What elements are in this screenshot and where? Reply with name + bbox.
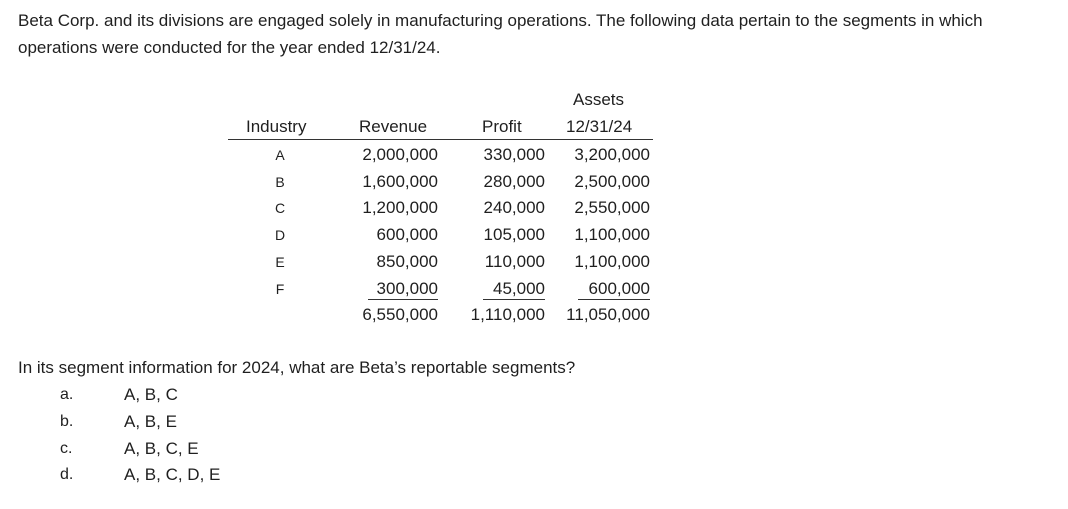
choice-text: A, B, E	[124, 412, 177, 431]
row-industry: A	[275, 147, 285, 163]
choice-letter: b.	[60, 413, 74, 430]
total-revenue: 6,550,000	[362, 305, 438, 324]
row-revenue: 2,000,000	[362, 145, 438, 164]
row-revenue: 600,000	[376, 225, 438, 244]
header-revenue: Revenue	[359, 117, 428, 136]
row-assets: 2,500,000	[574, 172, 650, 191]
row-assets: 2,550,000	[574, 198, 650, 217]
total-rule-revenue	[368, 299, 438, 300]
row-industry: D	[274, 227, 286, 243]
row-profit: 105,000	[483, 225, 545, 244]
choice-letter: c.	[60, 440, 73, 457]
choice-c[interactable]	[0, 438, 400, 462]
row-assets: 1,100,000	[574, 252, 650, 271]
choice-b[interactable]	[0, 411, 400, 435]
question-text: In its segment information for 2024, what are Beta’s reportable segments?	[18, 358, 576, 377]
total-profit: 1,110,000	[470, 305, 545, 324]
row-profit: 330,000	[483, 145, 545, 164]
total-assets: 11,050,000	[566, 305, 650, 324]
row-assets: 3,200,000	[574, 145, 650, 164]
row-industry: B	[275, 174, 285, 190]
choice-d[interactable]	[0, 464, 400, 488]
row-revenue: 850,000	[376, 252, 438, 271]
total-rule-profit	[483, 299, 545, 300]
choice-text: A, B, C, E	[124, 439, 199, 458]
header-profit: Profit	[482, 117, 522, 136]
intro-paragraph: Beta Corp. and its divisions are engaged solely in manufacturing operations. The following data pertain to the segments in which operations were conducted for the year ended 12/31/24.	[18, 11, 983, 57]
choice-a[interactable]	[0, 384, 400, 408]
row-industry: E	[275, 254, 285, 270]
row-profit: 110,000	[484, 252, 545, 271]
choice-text: A, B, C, D, E	[124, 465, 221, 484]
row-revenue: 1,600,000	[362, 172, 438, 191]
header-rule	[228, 139, 653, 140]
row-revenue: 300,000	[376, 279, 438, 298]
header-assets-line1: Assets	[573, 90, 625, 109]
row-assets: 600,000	[588, 279, 650, 298]
row-profit: 280,000	[483, 172, 545, 191]
header-assets-line2: 12/31/24	[566, 117, 633, 136]
row-industry: F	[275, 281, 285, 297]
row-profit: 45,000	[493, 279, 545, 298]
choice-letter: d.	[60, 466, 74, 483]
choice-text: A, B, C	[124, 385, 178, 404]
total-rule-assets	[578, 299, 650, 300]
row-revenue: 1,200,000	[362, 198, 438, 217]
row-profit: 240,000	[483, 198, 545, 217]
header-industry: Industry	[246, 117, 307, 136]
choice-letter: a.	[60, 386, 74, 403]
row-industry: C	[274, 200, 286, 216]
row-assets: 1,100,000	[574, 225, 650, 244]
